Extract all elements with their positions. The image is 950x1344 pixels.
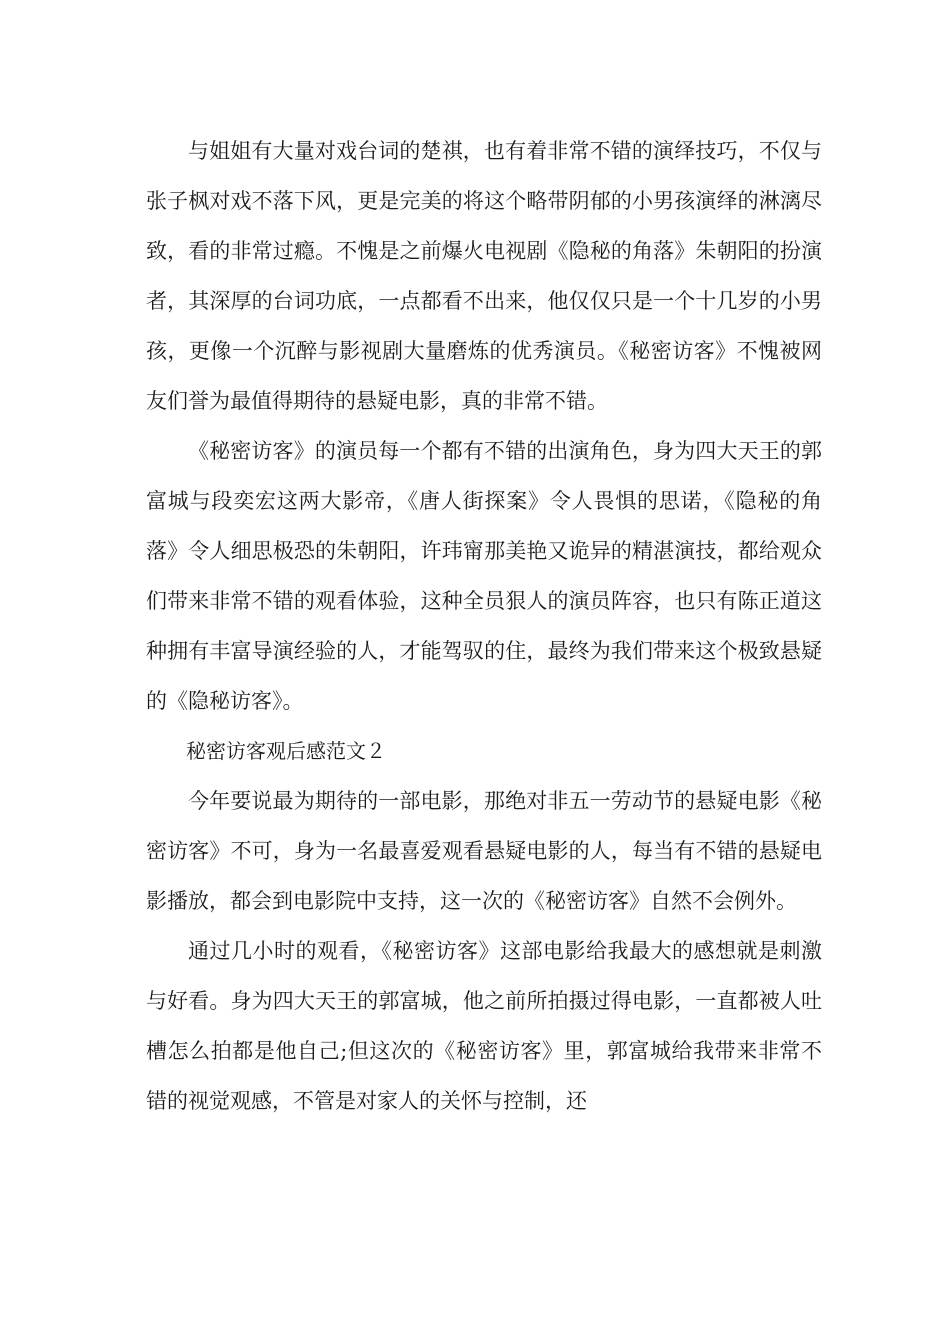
paragraph-4: 通过几小时的观看，《秘密访客》这部电影给我最大的感想就是刺激与好看。身为四大天王的郭富城，他之前所拍摄过得电影，一直都被人吐槽怎么拍都是他自己;但这次的《秘密访客》里，郭富城给我带来非常不错的视觉观感，不管是对家人的关怀与控制，还 — [146, 939, 822, 1113]
paragraph-3: 今年要说最为期待的一部电影，那绝对非五一劳动节的悬疑电影《秘密访客》不可，身为一名最喜爱观看悬疑电影的人，每当有不错的悬疑电影播放，都会到电影院中支持，这一次的《秘密访客》自然不会例外。 — [146, 789, 822, 913]
paragraph-2: 《秘密访客》的演员每一个都有不错的出演角色，身为四大天王的郭富城与段奕宏这两大影帝，《唐人街探案》令人畏惧的思诺，《隐秘的角落》令人细思极恐的朱朝阳，许玮甯那美艳又诡异的精湛演技，都给观众们带来非常不错的观看体验，这种全员狠人的演员阵容，也只有陈正道这种拥有丰富导演经验的人，才能驾驭的住，最终为我们带来这个极致悬疑的《隐秘访客》。 — [146, 439, 822, 713]
paragraph-1: 与姐姐有大量对戏台词的楚祺，也有着非常不错的演绎技巧，不仅与张子枫对戏不落下风，更是完美的将这个略带阴郁的小男孩演绎的淋漓尽致，看的非常过瘾。不愧是之前爆火电视剧《隐秘的角落》朱朝阳的扮演者，其深厚的台词功底，一点都看不出来，他仅仅只是一个十几岁的小男孩，更像一个沉醉与影视剧大量磨炼的优秀演员。《秘密访客》不愧被网友们誉为最值得期待的悬疑电影，真的非常不错。 — [146, 139, 822, 413]
section-heading: 秘密访客观后感范文２ — [186, 739, 386, 763]
document-body — [146, 126, 822, 1126]
